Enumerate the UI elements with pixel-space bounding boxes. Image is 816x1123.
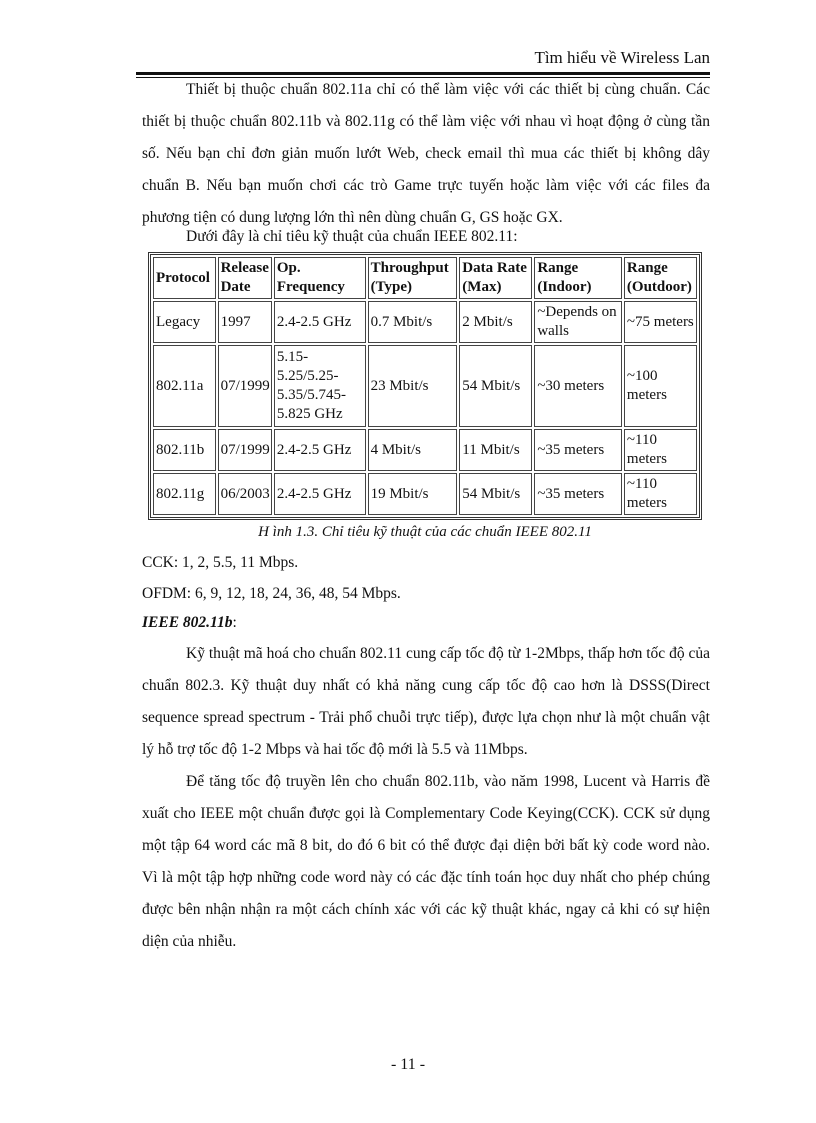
table-cell: ~Depends on walls [534, 301, 622, 343]
table-cell: 11 Mbit/s [459, 429, 532, 471]
paragraph-cck: Để tăng tốc độ truyền lên cho chuẩn 802.11b, vào năm 1998, Lucent và Harris đề xuất cho IEEE một chuẩn được gọi là Complementary Code Keying(CCK). CCK sử dụng một tập 64 word các mã 8 bit, do đó 6 bit có thể được đại diện bởi bất kỳ code word nào. Vì là một tập hợp những code word này có các đặc tính toán học duy nhất cho phép chúng được bên nhận nhận ra một cách chính xác với các kỹ thuật khác, ngay cả khi có sự hiện diện của nhiễu. [142, 773, 710, 950]
table-header-cell: Op. Frequency [274, 257, 366, 299]
section-heading [142, 614, 237, 632]
table-cell: 07/1999 [218, 345, 272, 427]
intro-paragraph: Thiết bị thuộc chuẩn 802.11a chỉ có thể làm việc với các thiết bị cùng chuẩn. Các thiết bị thuộc chuẩn 802.11b và 802.11g có thể làm việc với nhau vì hoạt động ở cùng tần số. Nếu bạn chỉ đơn giản muốn lướt Web, check email thì mua các thiết bị không dây chuẩn B. Nếu bạn muốn chơi các trò Game trực tuyến hoặc làm việc với các files đa phương tiện có dung lượng lớn thì nên dùng chuẩn G, GS hoặc GX. [142, 81, 710, 226]
table-cell: Legacy [153, 301, 216, 343]
table-cell: 19 Mbit/s [368, 473, 458, 515]
table-row [153, 345, 697, 427]
table-cell: 1997 [218, 301, 272, 343]
table-cell: ~35 meters [534, 429, 622, 471]
table-cell: 2.4-2.5 GHz [274, 473, 366, 515]
table-header-cell: Range (Indoor) [534, 257, 622, 299]
table-cell: ~110 meters [624, 429, 697, 471]
table-header-cell: Release Date [218, 257, 272, 299]
table-header-cell: Throughput (Type) [368, 257, 458, 299]
paragraph-dsss: Kỹ thuật mã hoá cho chuẩn 802.11 cung cấp tốc độ từ 1-2Mbps, thấp hơn tốc độ của chuẩn 802.3. Kỹ thuật duy nhất có khả năng cung cấp tốc độ cao hơn là DSSS(Direct sequence spread spectrum - Trải phổ chuỗi trực tiếp), được lựa chọn như là một chuẩn vật lý hỗ trợ tốc độ 1-2 Mbps và hai tốc độ mới là 5.5 và 11Mbps. [142, 645, 710, 758]
table-cell: 2.4-2.5 GHz [274, 301, 366, 343]
table-cell: 5.15-5.25/5.25-5.35/5.745-5.825 GHz [274, 345, 366, 427]
table-cell: 54 Mbit/s [459, 473, 532, 515]
cck-rates-line: CCK: 1, 2, 5.5, 11 Mbps. [142, 554, 299, 571]
table-cell: 54 Mbit/s [459, 345, 532, 427]
ieee-802-11-spec-table [150, 254, 700, 518]
table-row [153, 473, 697, 515]
table-cell: 06/2003 [218, 473, 272, 515]
table-cell: 4 Mbit/s [368, 429, 458, 471]
table-caption: H ình 1.3. Chỉ tiêu kỹ thuật của các chuẩn IEEE 802.11 [258, 524, 592, 540]
table-row [153, 301, 697, 343]
table-cell: ~100 meters [624, 345, 697, 427]
table-cell: 802.11a [153, 345, 216, 427]
table-cell: ~35 meters [534, 473, 622, 515]
table-cell: 23 Mbit/s [368, 345, 458, 427]
page-number: - 11 - [390, 1056, 426, 1073]
section-heading-colon: : [232, 614, 237, 631]
table-cell: ~75 meters [624, 301, 697, 343]
table-header-row [153, 257, 697, 299]
table-cell: 0.7 Mbit/s [368, 301, 458, 343]
table-row [153, 429, 697, 471]
table-header-cell: Protocol [153, 257, 216, 299]
table-cell: 2.4-2.5 GHz [274, 429, 366, 471]
ofdm-rates-line: OFDM: 6, 9, 12, 18, 24, 36, 48, 54 Mbps. [142, 585, 401, 602]
table-cell: 802.11b [153, 429, 216, 471]
table-intro-text: Dưới đây là chỉ tiêu kỹ thuật của chuẩn IEEE 802.11: [186, 228, 518, 245]
table-header-cell: Range (Outdoor) [624, 257, 697, 299]
table-cell: 07/1999 [218, 429, 272, 471]
table-cell: ~110 meters [624, 473, 697, 515]
table-cell: ~30 meters [534, 345, 622, 427]
table-cell: 802.11g [153, 473, 216, 515]
section-heading-text: IEEE 802.11b [142, 614, 233, 631]
table-header-cell: Data Rate (Max) [459, 257, 532, 299]
page-header-title: Tìm hiểu về Wireless Lan [534, 48, 710, 67]
table-cell: 2 Mbit/s [459, 301, 532, 343]
